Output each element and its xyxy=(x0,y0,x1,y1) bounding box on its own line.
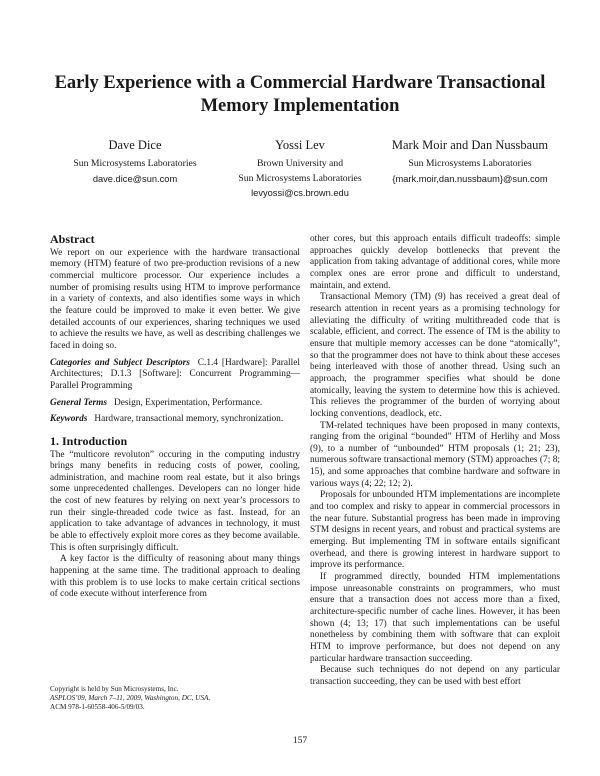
isbn-line: ACM 978-1-60558-406-5/09/03. xyxy=(50,703,145,711)
categories-label: Categories and Subject Descriptors xyxy=(50,357,190,368)
author-email: {mark.moir,dan.nussbaum}@sun.com xyxy=(392,173,548,184)
author-affiliation: Sun Microsystems Laboratories xyxy=(408,158,532,170)
author-email: dave.dice@sun.com xyxy=(92,173,178,184)
categories xyxy=(50,358,300,393)
paragraph: other cores, but this approach entails difficult tradeoffs: simple approaches quickly develop bottlenecks that prevent the application from taking advantage of additional cores, while more complex ones are error prone and difficult to understand, maintain, and extend. xyxy=(310,234,560,291)
paragraph: The “multicore revoluton” occuring in the computing industry brings many benefits in reducing costs of power, cooling, administration, and machine room real estate, but it also brings some unprecedented challenges. Developers can no longer hide the cost of new features by relying on next year’s processors to run their single-threaded code twice as fast. Instead, for an application to take advantage of advances in technology, it must be able to effectively exploit more cores as they become available. This is often surprisingly difficult. xyxy=(50,449,300,553)
page-number: 157 xyxy=(292,736,308,746)
author-email: levyossi@cs.brown.edu xyxy=(251,188,349,199)
paragraph: If programmed directly, bounded HTM implementations impose unreasonable constraints on programmers, who must ensure that a transaction does not access more than a fixed, architecture-specific number of cache lines. However, it has been shown (4; 13; 17) that such implementations can be useful nonetheless by combining them with software that can exploit HTM to improve performance, but does not depend on any particular hardware transaction succeeding. xyxy=(310,572,560,664)
copyright-notice xyxy=(50,685,300,712)
author-affiliation: Brown University and xyxy=(256,158,344,170)
author-affiliation-2: Sun Microsystems Laboratories xyxy=(238,172,362,184)
paragraph: Because such techniques do not depend on any particular transaction succeeding, they can be used with best effort xyxy=(310,665,560,687)
keywords xyxy=(50,414,300,426)
author-name: Mark Moir and Dan Nussbaum xyxy=(391,138,549,152)
categories-text: C.1.4 [Hardware]: Parallel Architectures; D.1.3 [Software]: Concurrent Programming—Parallel Programming xyxy=(50,357,300,391)
author-block-2 xyxy=(215,138,385,201)
general-terms-text: Design, Experimentation, Performance. xyxy=(114,397,263,408)
abstract-heading: Abstract xyxy=(50,232,95,246)
author-name: Yossi Lev xyxy=(275,138,325,152)
keywords-text: Hardware, transactional memory, synchronization. xyxy=(94,414,284,425)
author-affiliation: Sun Microsystems Laboratories xyxy=(73,158,197,170)
paragraph: Transactional Memory (TM) (9) has received a great deal of research attention in recent years as a promising technology for alleviating the difficulty of writing multithreaded code that is scalable, efficient, and correct. The essence of TM is the ability to ensure that multiple memory accesses can be done “atomically”, so that the programmer does not have to think about these acceses being interleaved with those of another thread. Using such an approach, the programmer specifies what should be done atomically, leaving the system to determine how this is achieved. This relieves the programmer of the burden of worrying about locking conventions, deadlock, etc. xyxy=(310,292,560,419)
author-block-3 xyxy=(380,138,560,186)
general-terms xyxy=(50,398,300,410)
right-column xyxy=(310,234,560,689)
paragraph: A key factor is the difficulty of reasoning about many things happening at the same time. The traditional approach to dealing with this problem is to use locks to make certain critical sections of code execute without interference from xyxy=(50,554,300,600)
general-terms-label: General Terms xyxy=(50,397,108,408)
paragraph: Proposals for unbounded HTM implementations are incomplete and too complex and risky to appear in commercial processors in the near future. Substantial progress has been made in improving STM designs in recent years, and robust and practical systems are emerging. But implementing TM in software entails significant overhead, and there is growing interest in hardware support to improve its performance. xyxy=(310,490,560,571)
section-heading-introduction: 1. Introduction xyxy=(50,433,128,448)
author-name: Dave Dice xyxy=(108,138,162,152)
paragraph: TM-related techniques have been proposed in many contexts, ranging from the original “bounded” HTM of Herlihy and Moss (9), to a number of “unbounded” HTM proposals (1; 21; 23), numerous software transactional memory (STM) approaches (7; 8; 15), and some approaches that combine hardware and software in various ways (4; 22; 12; 2). xyxy=(310,420,560,489)
left-column xyxy=(50,234,300,601)
abstract-text: We report on our experience with the hardware transactional memory (HTM) feature of two pre-production revisions of a new commercial multicore processor. Our experience includes a number of promising results using HTM to improve performance in a variety of contexts, and also identifies some ways in which the feature could be improved to make it even better. We give detailed accounts of our experiences, sharing techniques we used to achieve the results we have, as well as describing challenges we faced in doing so. xyxy=(50,247,300,351)
author-block-1 xyxy=(50,138,220,186)
keywords-label: Keywords xyxy=(50,414,88,425)
conference-line: ASPLOS’09, March 7–11, 2009, Washington, DC, USA. xyxy=(50,694,211,702)
copyright-line: Copyright is held by Sun Microsystems, Inc. xyxy=(50,685,179,693)
paper-title: Early Experience with a Commercial Hardware Transactional Memory Implementation xyxy=(54,73,546,116)
